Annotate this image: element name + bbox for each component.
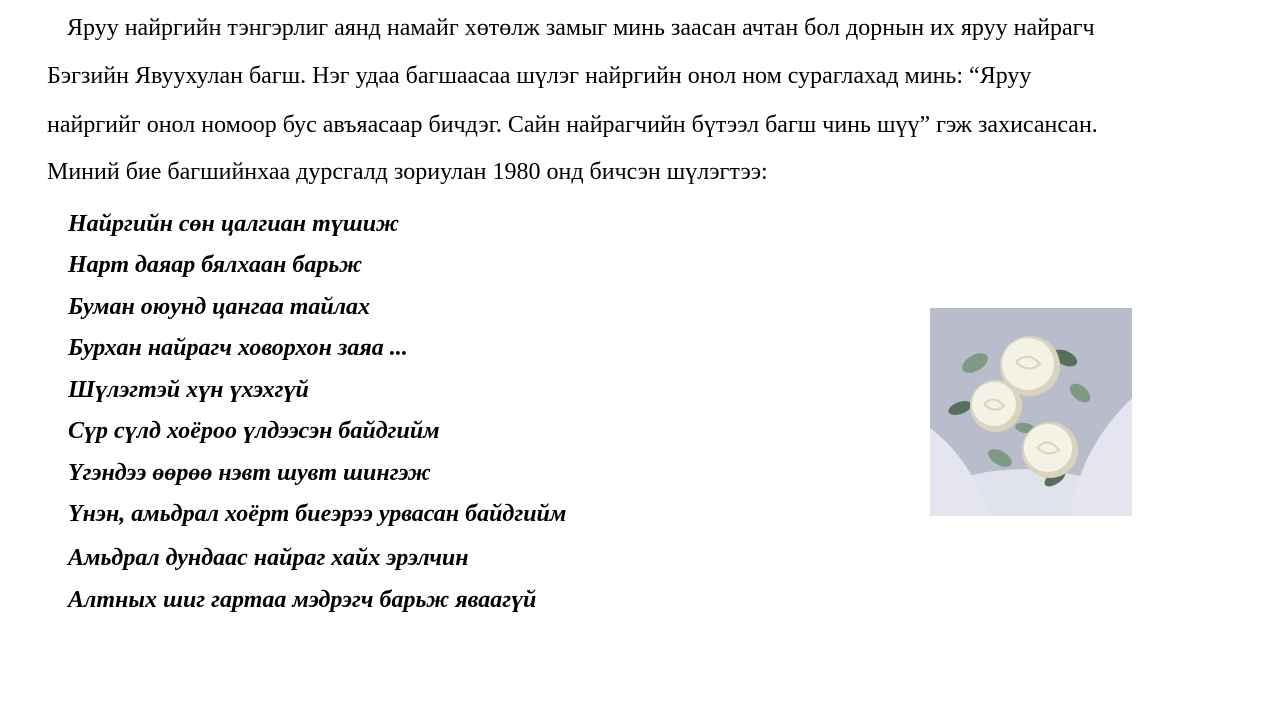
intro-line: найргийг онол номоор бус авъяасаар бичдэг. Сайн найрагчийн бүтээл багш чинь шүү” гэж захисансан.	[47, 112, 1098, 138]
rose	[970, 380, 1022, 432]
poem-line: Амьдрал дундаас найраг хайх эрэлчин	[68, 545, 469, 571]
poem-line: Үгэндээ өөрөө нэвт шувт шингэж	[68, 460, 431, 486]
poem-line: Нарт даяар бялхаан барьж	[68, 252, 363, 278]
poem-line: Алтных шиг гартаа мэдрэгч барьж яваагүй	[68, 587, 537, 613]
intro-line: Бэгзийн Явуухулан багш. Нэг удаа багшаасаа шүлэг найргийн онол ном сураглахад минь: “Яруу	[47, 63, 1032, 89]
white-roses-photo	[930, 308, 1132, 516]
poem-line: Буман оюунд цангаа тайлах	[68, 294, 371, 320]
poem-line: Шүлэгтэй хүн үхэхгүй	[68, 377, 309, 403]
poem-line: Найргийн сөн цалгиан түшиж	[68, 211, 399, 237]
poem-line: Бурхан найрагч ховорхон заяа ...	[68, 335, 408, 361]
poem-line: Үнэн, амьдрал хоёрт биеэрээ урвасан байдгийм	[68, 501, 567, 527]
intro-line: Миний бие багшийнхаа дурсгалд зориулан 1980 онд бичсэн шүлэгтээ:	[47, 159, 768, 185]
intro-line: Яруу найргийн тэнгэрлиг аянд намайг хөтөлж замыг минь заасан ачтан бол дорнын их яруу найрагч	[67, 15, 1095, 41]
poem-line: Сүр сүлд хоёроо үлдээсэн байдгийм	[68, 418, 440, 444]
roses-illustration	[930, 308, 1132, 516]
rose	[1022, 422, 1078, 478]
